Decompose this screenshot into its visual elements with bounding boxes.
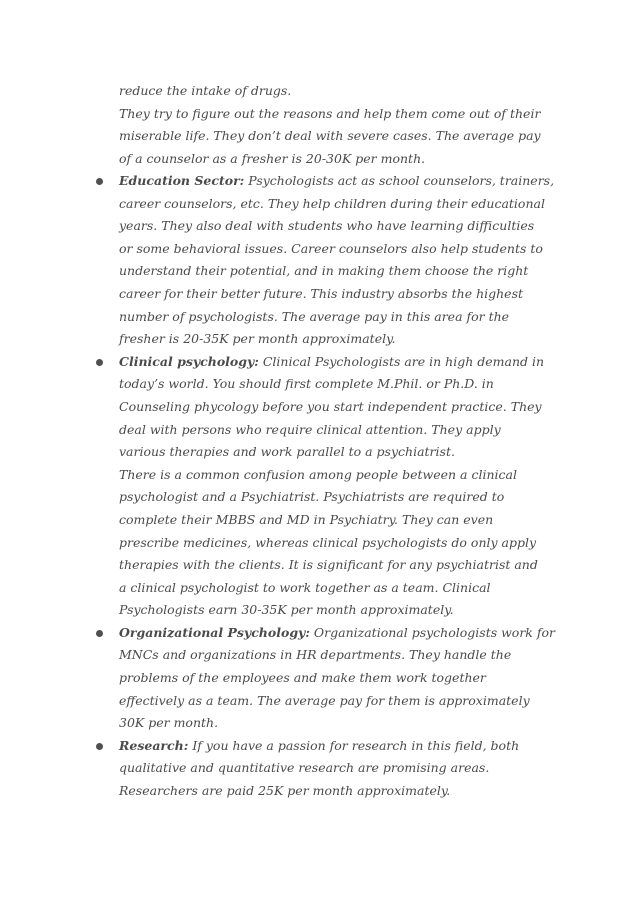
bullet-icon bbox=[96, 359, 103, 366]
text-line: 30K per month. bbox=[119, 715, 219, 731]
text-line: various therapies and work parallel to a psychiatrist. bbox=[119, 444, 455, 460]
text-line: therapies with the clients. It is significant for any psychiatrist and bbox=[119, 557, 538, 573]
text-line: MNCs and organizations in HR departments. They handle the bbox=[119, 647, 512, 663]
text-line: of a counselor as a fresher is 20-30K per month. bbox=[119, 150, 426, 166]
bullet-item-organizational-psychology bbox=[119, 622, 559, 735]
bullet-text: Psychologists act as school counselors, trainers, bbox=[244, 173, 555, 188]
intro-paragraph bbox=[119, 80, 559, 170]
text-line: effectively as a team. The average pay for them is approximately bbox=[119, 692, 530, 708]
text-line: reduce the intake of drugs. bbox=[119, 83, 292, 98]
bullet-icon bbox=[96, 630, 103, 637]
bullet-text: Organizational psychologists work for bbox=[309, 624, 555, 640]
text-line: Counseling phycology before you start independent practice. They bbox=[119, 398, 542, 414]
bullet-text: Clinical Psychologists are in high demand in bbox=[258, 353, 545, 369]
text-line: today’s world. You should first complete M.Phil. or Ph.D. in bbox=[119, 376, 494, 392]
text-line: or some behavioral issues. Career counselors also help students to bbox=[119, 240, 543, 256]
bullet-item-clinical-psychology bbox=[119, 351, 559, 622]
text-line: a clinical psychologist to work together as a team. Clinical bbox=[119, 579, 491, 595]
text-line: There is a common confusion among people between a clinical bbox=[119, 466, 517, 482]
bullet-icon bbox=[96, 743, 103, 750]
text-line: number of psychologists. The average pay in this area for the bbox=[119, 308, 510, 324]
text-line: problems of the employees and make them work together bbox=[119, 670, 486, 686]
text-line: deal with persons who require clinical attention. They apply bbox=[119, 421, 501, 437]
bullet-item-research bbox=[119, 735, 559, 803]
bullet-heading: Organizational Psychology: bbox=[119, 624, 310, 640]
bullet-list bbox=[119, 170, 559, 803]
bullet-first-line bbox=[119, 170, 559, 193]
text-line: Psychologists earn 30-35K per month approximately. bbox=[119, 602, 454, 618]
bullet-heading: Research: bbox=[119, 737, 189, 753]
bullet-heading: Education Sector: bbox=[119, 173, 245, 188]
text-line: qualitative and quantitative research are promising areas. bbox=[119, 760, 490, 776]
text-line: career counselors, etc. They help children during their educational bbox=[119, 195, 545, 211]
bullet-heading: Clinical psychology: bbox=[119, 353, 259, 369]
bullet-first-line bbox=[119, 622, 559, 645]
text-line: years. They also deal with students who have learning difficulties bbox=[119, 218, 535, 234]
bullet-text: If you have a passion for research in this field, both bbox=[188, 737, 520, 753]
text-line: career for their better future. This industry absorbs the highest bbox=[119, 285, 524, 301]
text-line: fresher is 20-35K per month approximately. bbox=[119, 331, 396, 347]
text-line: psychologist and a Psychiatrist. Psychiatrists are required to bbox=[119, 489, 505, 505]
bullet-first-line bbox=[119, 351, 559, 374]
bullet-first-line bbox=[119, 735, 559, 758]
text-line: miserable life. They don’t deal with severe cases. The average pay bbox=[119, 128, 541, 144]
text-line: understand their potential, and in making them choose the right bbox=[119, 263, 529, 279]
text-line: Researchers are paid 25K per month approximately. bbox=[119, 783, 451, 799]
text-line: complete their MBBS and MD in Psychiatry. They can even bbox=[119, 511, 494, 527]
text-line: prescribe medicines, whereas clinical psychologists do only apply bbox=[119, 534, 537, 550]
text-line: They try to figure out the reasons and help them come out of their bbox=[119, 105, 541, 121]
bullet-icon bbox=[96, 178, 103, 185]
bullet-item-education-sector bbox=[119, 170, 559, 351]
